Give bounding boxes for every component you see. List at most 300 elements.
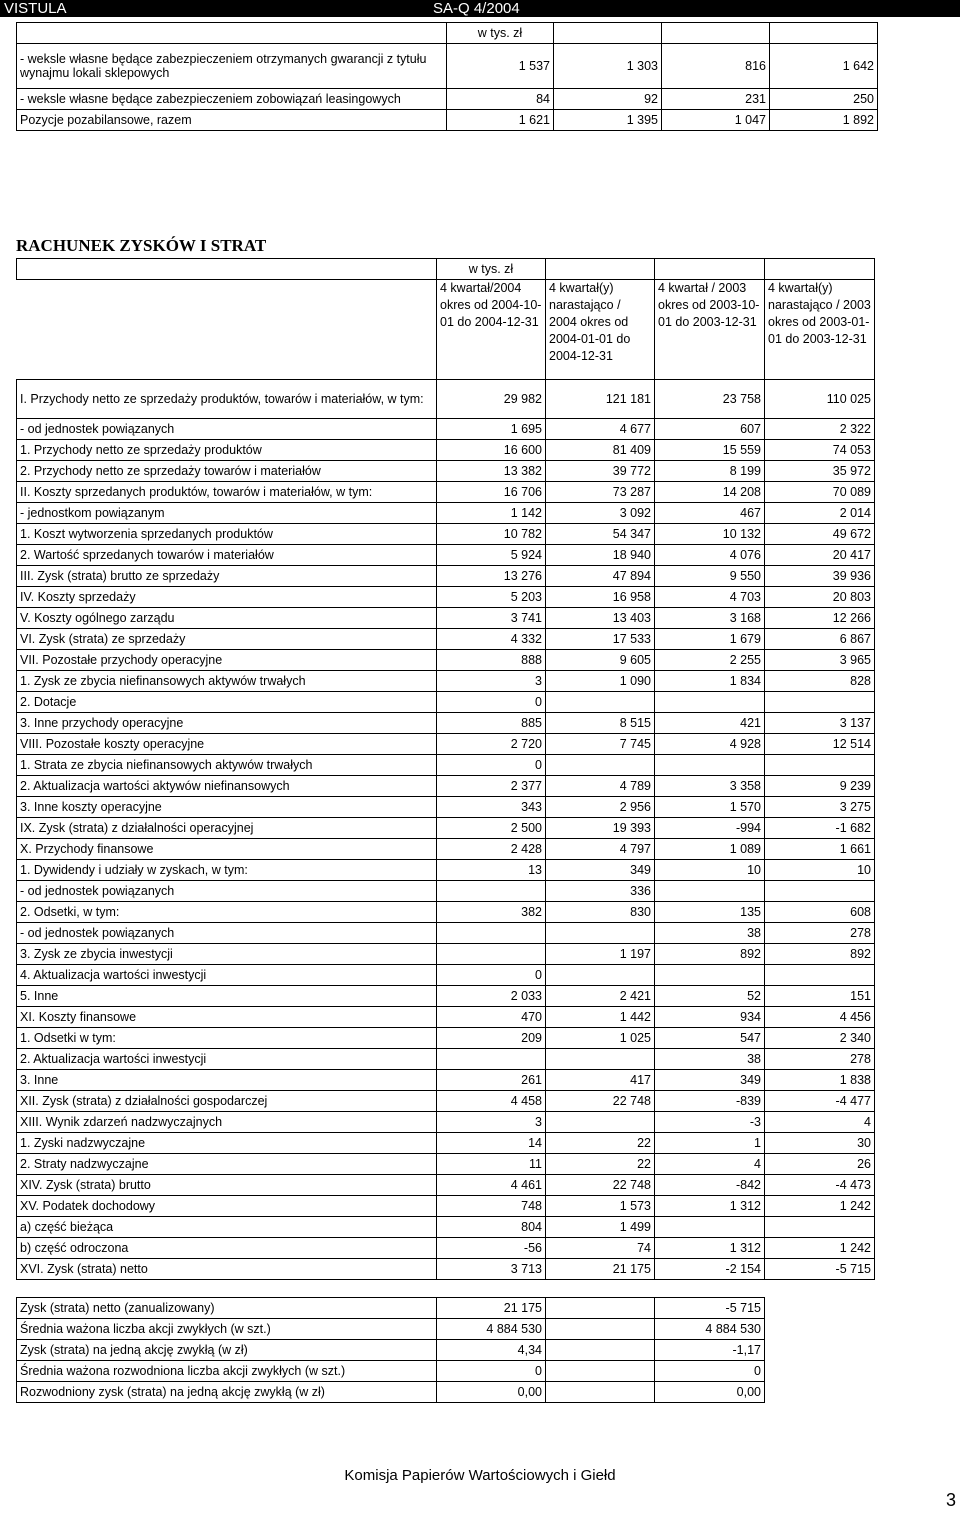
table-row [17,380,875,419]
cell: 0,00 [437,1382,546,1403]
income-statement-table [16,258,875,1280]
cell [437,944,546,965]
cell [546,923,655,944]
cell: 11 [437,1154,546,1175]
cell [655,881,765,902]
unit-label: w tys. zł [447,23,554,44]
cell: 4 677 [546,419,655,440]
row-label: III. Zysk (strata) brutto ze sprzedaży [17,566,437,587]
cell: 15 559 [655,440,765,461]
cell: 349 [546,860,655,881]
row-label: XIII. Wynik zdarzeń nadzwyczajnych [17,1112,437,1133]
column-header-row [17,280,875,380]
cell: 1 570 [655,797,765,818]
cell: 1 537 [447,44,554,89]
table-row [17,1028,875,1049]
per-share-table [16,1297,765,1403]
cell: -4 477 [765,1091,875,1112]
cell: 8 199 [655,461,765,482]
row-label: Rozwodniony zysk (strata) na jedną akcję zwykłą (w zł) [17,1382,437,1403]
cell: 17 533 [546,629,655,650]
table-row [17,1196,875,1217]
row-label: XII. Zysk (strata) z działalności gospodarczej [17,1091,437,1112]
cell [546,1049,655,1070]
cell [546,755,655,776]
cell: 3 713 [437,1259,546,1280]
cell: 4 458 [437,1091,546,1112]
cell: 2 500 [437,818,546,839]
cell: 828 [765,671,875,692]
cell: 20 803 [765,587,875,608]
cell: 23 758 [655,380,765,419]
off-balance-table [16,22,878,131]
row-label: 1. Zyski nadzwyczajne [17,1133,437,1154]
table-row [17,524,875,545]
cell: 1 142 [437,503,546,524]
unit-label: w tys. zł [437,259,546,280]
table-row [17,1091,875,1112]
cell: 151 [765,986,875,1007]
blank-cell [546,1361,655,1382]
cell: 278 [765,1049,875,1070]
cell: 2 014 [765,503,875,524]
cell: 13 382 [437,461,546,482]
row-label: Średnia ważona liczba akcji zwykłych (w szt.) [17,1319,437,1340]
cell: 1 892 [770,110,878,131]
cell: 1 312 [655,1196,765,1217]
table-row [17,1259,875,1280]
cell: 231 [662,89,770,110]
cell: 54 347 [546,524,655,545]
blank-cell [546,1382,655,1403]
cell: 22 [546,1133,655,1154]
cell: 19 393 [546,818,655,839]
cell: -2 154 [655,1259,765,1280]
cell: 3 168 [655,608,765,629]
cell [655,692,765,713]
row-label: 4. Aktualizacja wartości inwestycji [17,965,437,986]
cell: 14 208 [655,482,765,503]
cell: 1 242 [765,1196,875,1217]
cell: 0 [437,692,546,713]
cell: 250 [770,89,878,110]
blank-cell [546,259,655,280]
row-label: Zysk (strata) netto (zanualizowany) [17,1298,437,1319]
page-number: 3 [945,1490,956,1510]
cell: 4,34 [437,1340,546,1361]
cell [655,1217,765,1238]
blank-cell [546,1298,655,1319]
cell: 3 137 [765,713,875,734]
table-row [17,1361,765,1382]
cell: 349 [655,1070,765,1091]
table-row [17,692,875,713]
row-label: I. Przychody netto ze sprzedaży produktów, towarów i materiałów, w tym: [17,380,437,419]
cell: 4 [765,1112,875,1133]
cell: 9 605 [546,650,655,671]
table-row [17,1007,875,1028]
row-label: 1. Odsetki w tym: [17,1028,437,1049]
cell: 0,00 [655,1382,765,1403]
cell: 7 745 [546,734,655,755]
column-header: 4 kwartał / 2003 okres od 2003-10-01 do 2003-12-31 [655,280,765,380]
row-label: 2. Straty nadzwyczajne [17,1154,437,1175]
cell: 22 748 [546,1091,655,1112]
cell: 12 266 [765,608,875,629]
table-row [17,776,875,797]
cell: 16 706 [437,482,546,503]
cell [655,755,765,776]
cell: 73 287 [546,482,655,503]
blank-cell [546,1319,655,1340]
table-row [17,1154,875,1175]
cell: 3 092 [546,503,655,524]
blank-cell [765,259,875,280]
table-row [17,545,875,566]
cell: 1 197 [546,944,655,965]
row-label: Zysk (strata) na jedną akcję zwykłą (w zł) [17,1340,437,1361]
cell: 12 514 [765,734,875,755]
cell: 816 [662,44,770,89]
table-row [17,419,875,440]
cell [437,923,546,944]
table-row [17,1217,875,1238]
row-label: 1. Strata ze zbycia niefinansowych aktywów trwałych [17,755,437,776]
cell: 3 965 [765,650,875,671]
cell: -842 [655,1175,765,1196]
cell: 4 461 [437,1175,546,1196]
table-row [17,566,875,587]
row-label: 3. Inne [17,1070,437,1091]
row-label: XIV. Zysk (strata) brutto [17,1175,437,1196]
cell: 0 [437,755,546,776]
table-row [17,965,875,986]
cell: 1 047 [662,110,770,131]
table-row [17,1133,875,1154]
cell: 1 695 [437,419,546,440]
table-row [17,1112,875,1133]
section-title: RACHUNEK ZYSKÓW I STRAT [16,236,267,255]
cell: 13 [437,860,546,881]
cell: 2 340 [765,1028,875,1049]
cell: 1 834 [655,671,765,692]
row-label: 2. Aktualizacja wartości inwestycji [17,1049,437,1070]
cell: 21 175 [546,1259,655,1280]
cell: 2 322 [765,419,875,440]
cell: 39 936 [765,566,875,587]
cell: -839 [655,1091,765,1112]
cell: 74 [546,1238,655,1259]
table-row [17,1382,765,1403]
cell: 0 [437,965,546,986]
cell: 52 [655,986,765,1007]
cell: 0 [655,1361,765,1382]
cell: -4 473 [765,1175,875,1196]
cell: -5 715 [765,1259,875,1280]
table-row [17,860,875,881]
column-header: 4 kwartał(y) narastająco / 2004 okres od 2004-01-01 do 2004-12-31 [546,280,655,380]
row-label: VI. Zysk (strata) ze sprzedaży [17,629,437,650]
cell: 885 [437,713,546,734]
cell: 4 884 530 [437,1319,546,1340]
cell: 47 894 [546,566,655,587]
blank-cell [17,280,437,380]
row-label: V. Koszty ogólnego zarządu [17,608,437,629]
cell: 49 672 [765,524,875,545]
row-label: 3. Zysk ze zbycia inwestycji [17,944,437,965]
row-label: Średnia ważona rozwodniona liczba akcji zwykłych (w szt.) [17,1361,437,1382]
cell: 830 [546,902,655,923]
cell: 5 203 [437,587,546,608]
row-label: XV. Podatek dochodowy [17,1196,437,1217]
cell: 336 [546,881,655,902]
footer-text: Komisja Papierów Wartościowych i Giełd [344,1467,616,1484]
cell: 1 442 [546,1007,655,1028]
row-label: XI. Koszty finansowe [17,1007,437,1028]
cell: 421 [655,713,765,734]
cell: -56 [437,1238,546,1259]
cell: 81 409 [546,440,655,461]
cell [765,1217,875,1238]
unit-row [17,259,875,280]
cell: 18 940 [546,545,655,566]
unit-row [17,23,878,44]
cell: 4 789 [546,776,655,797]
cell: 16 600 [437,440,546,461]
table-row [17,461,875,482]
cell: 4 797 [546,839,655,860]
cell [765,755,875,776]
cell: 16 958 [546,587,655,608]
row-label: 1. Przychody netto ze sprzedaży produktów [17,440,437,461]
cell: 1 242 [765,1238,875,1259]
cell: 26 [765,1154,875,1175]
row-label: - od jednostek powiązanych [17,881,437,902]
row-label: VII. Pozostałe przychody operacyjne [17,650,437,671]
table-row [17,755,875,776]
cell: 4 076 [655,545,765,566]
cell: 22 [546,1154,655,1175]
cell: 4 332 [437,629,546,650]
cell: 30 [765,1133,875,1154]
row-label: Pozycje pozabilansowe, razem [17,110,447,131]
table-row [17,587,875,608]
row-label: IV. Koszty sprzedaży [17,587,437,608]
cell [546,1112,655,1133]
row-label: b) część odroczona [17,1238,437,1259]
cell: 804 [437,1217,546,1238]
cell: 343 [437,797,546,818]
cell: 10 132 [655,524,765,545]
row-label: - weksle własne będące zabezpieczeniem zobowiązań leasingowych [17,89,447,110]
table-row [17,923,875,944]
cell: 13 403 [546,608,655,629]
row-label: II. Koszty sprzedanych produktów, towarów i materiałów, w tym: [17,482,437,503]
cell: 9 550 [655,566,765,587]
cell: 5 924 [437,545,546,566]
table-row [17,713,875,734]
cell: 110 025 [765,380,875,419]
cell: 1 661 [765,839,875,860]
cell: 39 772 [546,461,655,482]
cell: 3 741 [437,608,546,629]
table-row [17,608,875,629]
table-row [17,797,875,818]
cell: 278 [765,923,875,944]
cell: 10 [655,860,765,881]
row-label: 2. Dotacje [17,692,437,713]
row-label: X. Przychody finansowe [17,839,437,860]
cell: 14 [437,1133,546,1154]
cell: 608 [765,902,875,923]
cell: 2 377 [437,776,546,797]
cell: 1 621 [447,110,554,131]
report-code: SA-Q 4/2004 [433,0,520,17]
row-label: 3. Inne koszty operacyjne [17,797,437,818]
table-row [17,44,878,89]
table-row [17,1175,875,1196]
table-row [17,986,875,1007]
cell: 70 089 [765,482,875,503]
cell: 3 275 [765,797,875,818]
cell: -5 715 [655,1298,765,1319]
cell: 4 [655,1154,765,1175]
cell [765,965,875,986]
cell: 38 [655,1049,765,1070]
cell: 1 642 [770,44,878,89]
cell: 3 358 [655,776,765,797]
cell: 10 [765,860,875,881]
cell: 2 033 [437,986,546,1007]
cell: 417 [546,1070,655,1091]
row-label: 3. Inne przychody operacyjne [17,713,437,734]
cell: 607 [655,419,765,440]
cell: 84 [447,89,554,110]
cell: 6 867 [765,629,875,650]
cell: 467 [655,503,765,524]
table-row [17,671,875,692]
column-header: 4 kwartał/2004 okres od 2004-10-01 do 2004-12-31 [437,280,546,380]
cell: -994 [655,818,765,839]
company-name: VISTULA [4,0,67,17]
table-row [17,482,875,503]
cell: 209 [437,1028,546,1049]
row-label: 1. Dywidendy i udziały w zyskach, w tym: [17,860,437,881]
row-label: - od jednostek powiązanych [17,923,437,944]
cell [546,965,655,986]
cell: 4 884 530 [655,1319,765,1340]
cell [655,965,765,986]
row-label: a) część bieżąca [17,1217,437,1238]
table-row [17,839,875,860]
row-label: 2. Aktualizacja wartości aktywów niefinansowych [17,776,437,797]
cell: 3 [437,1112,546,1133]
row-label: 1. Koszt wytworzenia sprzedanych produktów [17,524,437,545]
cell [546,692,655,713]
cell: 382 [437,902,546,923]
cell: 1 838 [765,1070,875,1091]
cell: 0 [437,1361,546,1382]
cell: 35 972 [765,461,875,482]
cell: 1 303 [554,44,662,89]
cell: 1 [655,1133,765,1154]
table-row [17,89,878,110]
cell: 1 090 [546,671,655,692]
cell: 2 428 [437,839,546,860]
table-row [17,944,875,965]
table-row [17,734,875,755]
cell: 888 [437,650,546,671]
cell: 29 982 [437,380,546,419]
row-label: VIII. Pozostałe koszty operacyjne [17,734,437,755]
table-row [17,1238,875,1259]
cell: 92 [554,89,662,110]
table-row [17,503,875,524]
table-row [17,818,875,839]
row-label: - jednostkom powiązanym [17,503,437,524]
cell: 261 [437,1070,546,1091]
row-label: - od jednostek powiązanych [17,419,437,440]
row-label: 5. Inne [17,986,437,1007]
cell: 22 748 [546,1175,655,1196]
cell [437,1049,546,1070]
row-label: 2. Przychody netto ze sprzedaży towarów i materiałów [17,461,437,482]
blank-cell [17,259,437,280]
column-header: 4 kwartał(y) narastająco / 2003 okres od 2003-01-01 do 2003-12-31 [765,280,875,380]
cell: 892 [765,944,875,965]
table-row [17,650,875,671]
row-label: IX. Zysk (strata) z działalności operacyjnej [17,818,437,839]
row-label: XVI. Zysk (strata) netto [17,1259,437,1280]
table-row [17,440,875,461]
table-row [17,110,878,131]
cell: 1 679 [655,629,765,650]
table-row [17,881,875,902]
cell: 2 720 [437,734,546,755]
cell: 20 417 [765,545,875,566]
cell: -3 [655,1112,765,1133]
cell: 9 239 [765,776,875,797]
cell: 2 421 [546,986,655,1007]
cell: 748 [437,1196,546,1217]
cell: -1 682 [765,818,875,839]
cell: 3 [437,671,546,692]
cell: 121 181 [546,380,655,419]
cell: 547 [655,1028,765,1049]
row-label: 2. Wartość sprzedanych towarów i materiałów [17,545,437,566]
cell: 934 [655,1007,765,1028]
document-header [0,0,960,17]
blank-cell [17,23,447,44]
cell: 1 499 [546,1217,655,1238]
cell: 4 703 [655,587,765,608]
cell: 21 175 [437,1298,546,1319]
cell: 1 089 [655,839,765,860]
cell: -1,17 [655,1340,765,1361]
table-row [17,1049,875,1070]
cell: 4 456 [765,1007,875,1028]
cell: 1 025 [546,1028,655,1049]
row-label: 2. Odsetki, w tym: [17,902,437,923]
cell: 13 276 [437,566,546,587]
cell: 8 515 [546,713,655,734]
cell: 1 395 [554,110,662,131]
cell [765,881,875,902]
blank-cell [546,1340,655,1361]
table-row [17,1070,875,1091]
table-row [17,1298,765,1319]
table-row [17,1340,765,1361]
